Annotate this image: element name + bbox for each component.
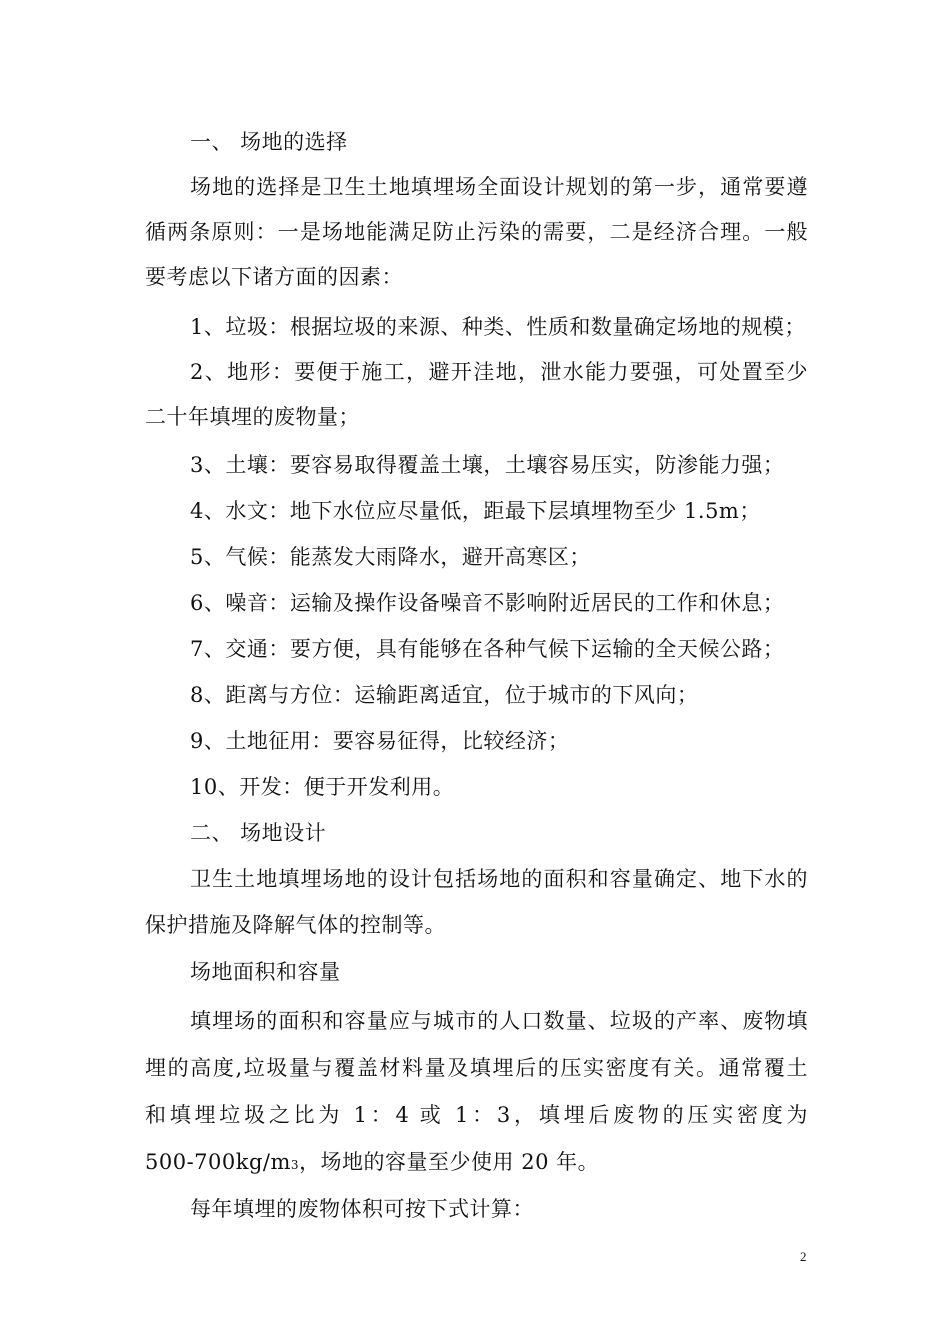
capacity-text: ，场地的容量至少使用 20 年。 (299, 1150, 600, 1174)
paragraph-line: 每年填埋的废物体积可按下式计算： (190, 1197, 534, 1221)
page-number: 2 (800, 1249, 807, 1264)
list-item: 8、距离与方位：运输距离适宜，位于城市的下风向； (190, 683, 699, 707)
list-item: 5、气候：能蒸发大雨降水，避开高寒区； (190, 545, 591, 569)
unit-exponent: 3 (290, 1158, 300, 1172)
paragraph-line: 埋的高度,垃圾量与覆盖材料量及填埋后的压实密度有关。通常覆土 (145, 1056, 808, 1080)
paragraph-line: 循两条原则：一是场地能满足防止污染的需要，二是经济合理。一般 (145, 220, 808, 244)
density-unit: 500-700kg/m (145, 1150, 291, 1174)
list-item: 6、噪音：运输及操作设备噪音不影响附近居民的工作和休息； (190, 591, 785, 615)
paragraph-line (145, 1148, 599, 1179)
list-item-continuation: 二十年填埋的废物量； (145, 405, 360, 429)
list-item: 10、开发：便于开发利用。 (190, 775, 455, 799)
list-item: 4、水文：地下水位应尽量低，距最下层填埋物至少 1.5m； (190, 499, 761, 523)
list-item: 7、交通：要方便，具有能够在各种气候下运输的全天候公路； (190, 637, 785, 661)
list-item: 2、地形：要便于施工，避开洼地，泄水能力要强，可处置至少 (190, 360, 808, 384)
section-heading-1: 一、 场地的选择 (190, 130, 348, 154)
subheading: 场地面积和容量 (190, 960, 341, 984)
list-item: 1、垃圾：根据垃圾的来源、种类、性质和数量确定场地的规模； (190, 315, 806, 339)
list-item: 3、土壤：要容易取得覆盖土壤，土壤容易压实，防渗能力强； (190, 453, 785, 477)
paragraph-line: 要考虑以下诸方面的因素： (145, 265, 403, 289)
paragraph-line: 和填埋垃圾之比为 1：4 或 1：3，填埋后废物的压实密度为 (145, 1103, 808, 1127)
paragraph-line: 卫生土地填埋场地的设计包括场地的面积和容量确定、地下水的 (190, 867, 808, 891)
paragraph-line: 填埋场的面积和容量应与城市的人口数量、垃圾的产率、废物填 (190, 1009, 808, 1033)
section-heading-2: 二、 场地设计 (190, 821, 327, 845)
paragraph-line: 场地的选择是卫生土地填埋场全面设计规划的第一步，通常要遵 (190, 175, 808, 199)
paragraph-line: 保护措施及降解气体的控制等。 (145, 913, 446, 937)
list-item: 9、土地征用：要容易征得，比较经济； (190, 729, 570, 753)
